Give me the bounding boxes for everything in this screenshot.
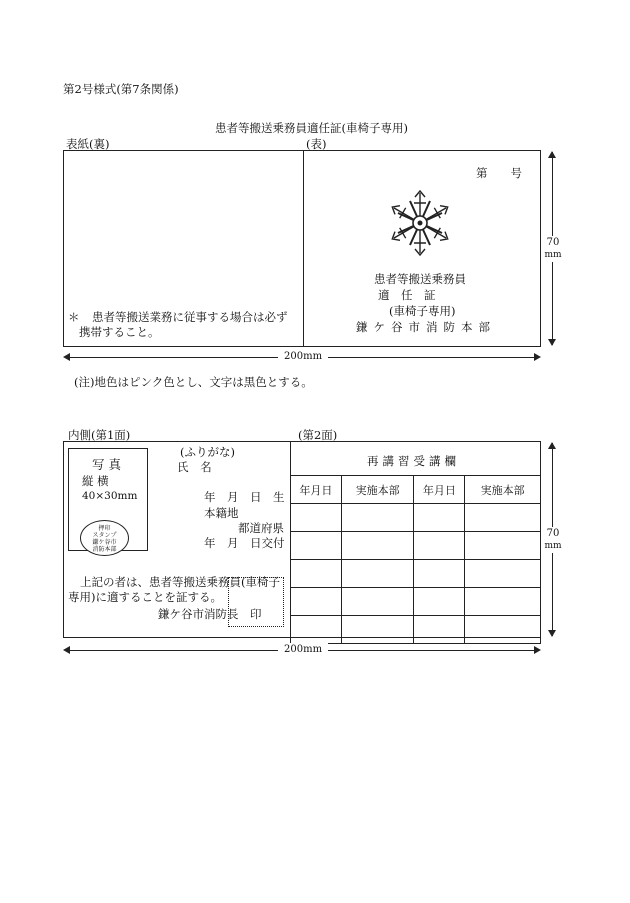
- inner-page2-label: (第2面): [298, 428, 338, 442]
- table-header-row: [291, 476, 541, 504]
- table-cell[interactable]: [291, 504, 342, 532]
- height-value: 70: [546, 237, 560, 248]
- table-cell[interactable]: [465, 588, 541, 616]
- front-issuer: 鎌ケ谷市消防本部: [356, 320, 496, 334]
- domicile-label: 本籍地: [204, 506, 239, 520]
- table-cell[interactable]: [341, 588, 414, 616]
- arrow-down-icon: [548, 630, 556, 637]
- front-title-line1: 患者等搬送乗務員: [374, 272, 466, 286]
- front-title-line3: (車椅子専用): [389, 304, 456, 318]
- table-cell[interactable]: [341, 532, 414, 560]
- stamp-line3: 鎌ケ谷市: [92, 539, 117, 546]
- stamp-line2: スタンプ: [92, 532, 117, 539]
- inner-page1-label: 内側(第1面): [68, 428, 131, 442]
- retraining-table: [290, 475, 541, 644]
- back-note-mark: ＊: [68, 310, 80, 324]
- back-note-line1: 患者等搬送業務に従事する場合は必ず: [92, 310, 288, 324]
- table-cell[interactable]: [414, 616, 465, 644]
- furigana-label: (ふりがな): [180, 445, 235, 459]
- height-unit: mm: [544, 250, 562, 260]
- retraining-title: 再講習受講欄: [367, 454, 460, 468]
- form-number: 第2号様式(第7条関係): [63, 82, 179, 96]
- stamp-seal: [80, 520, 129, 556]
- table-cell[interactable]: [341, 504, 414, 532]
- table-cell[interactable]: [341, 560, 414, 588]
- table-cell[interactable]: [465, 504, 541, 532]
- inner-height-dimension-label: [544, 527, 562, 553]
- issue-date-label: 年 月 日交付: [204, 536, 285, 550]
- front-title-line2: 適 任 証: [378, 288, 436, 302]
- card-fold-line: [303, 150, 304, 347]
- certification-line1: 上記の者は、患者等搬送乗務員(車椅子: [80, 575, 280, 589]
- arrow-right-icon: [534, 646, 541, 654]
- arrow-up-icon: [548, 442, 556, 449]
- table-cell[interactable]: [291, 532, 342, 560]
- table-cell[interactable]: [414, 532, 465, 560]
- table-cell[interactable]: [291, 616, 342, 644]
- certification-issuer: 鎌ケ谷市消防長 印: [158, 607, 262, 621]
- column-header-date: 年月日: [414, 476, 465, 504]
- inner-width-dimension-label: 200mm: [278, 643, 328, 657]
- table-row: [291, 560, 541, 588]
- card-title: 患者等搬送乗務員適任証(車椅子専用): [215, 121, 408, 135]
- color-note: (注)地色はピンク色とし、文字は黒色とする。: [74, 375, 313, 389]
- stamp-line1: 押印: [98, 525, 111, 532]
- inner-height-value: 70: [546, 528, 560, 539]
- table-cell[interactable]: [414, 560, 465, 588]
- column-header-date: 年月日: [291, 476, 342, 504]
- table-cell[interactable]: [465, 532, 541, 560]
- photo-size: 40×30mm: [82, 490, 138, 502]
- table-row: [291, 588, 541, 616]
- inner-height-unit: mm: [544, 541, 562, 551]
- photo-label: 写 真: [92, 457, 121, 472]
- back-cover-label: 表紙(裏): [66, 137, 110, 151]
- name-label: 氏 名: [177, 460, 216, 474]
- arrow-up-icon: [548, 151, 556, 158]
- front-cover-label: (表): [306, 137, 327, 151]
- table-cell[interactable]: [341, 616, 414, 644]
- table-cell[interactable]: [465, 616, 541, 644]
- photo-orientation: 縦 横: [82, 474, 109, 488]
- birth-date-label: 年 月 日 生: [204, 490, 285, 504]
- arrow-left-icon: [63, 646, 70, 654]
- table-cell[interactable]: [291, 588, 342, 616]
- table-cell[interactable]: [465, 560, 541, 588]
- width-dimension-label: 200mm: [278, 350, 328, 364]
- table-cell[interactable]: [291, 560, 342, 588]
- height-dimension-label: [544, 236, 562, 262]
- fire-department-emblem: [384, 187, 456, 259]
- table-cell[interactable]: [414, 504, 465, 532]
- seal-box: [228, 577, 284, 627]
- front-number: 第 号: [476, 166, 522, 180]
- table-row: [291, 504, 541, 532]
- table-row: [291, 532, 541, 560]
- arrow-left-icon: [63, 353, 70, 361]
- arrow-right-icon: [534, 353, 541, 361]
- back-note-line2: 携帯すること。: [79, 325, 160, 339]
- table-cell[interactable]: [414, 588, 465, 616]
- prefecture-label: 都道府県: [238, 521, 284, 535]
- column-header-hq: 実施本部: [465, 476, 541, 504]
- certification-line2: 専用)に適することを証する。: [68, 590, 222, 604]
- stamp-line4: 消防本部: [92, 546, 117, 553]
- column-header-hq: 実施本部: [341, 476, 414, 504]
- arrow-down-icon: [548, 339, 556, 346]
- table-row: [291, 616, 541, 644]
